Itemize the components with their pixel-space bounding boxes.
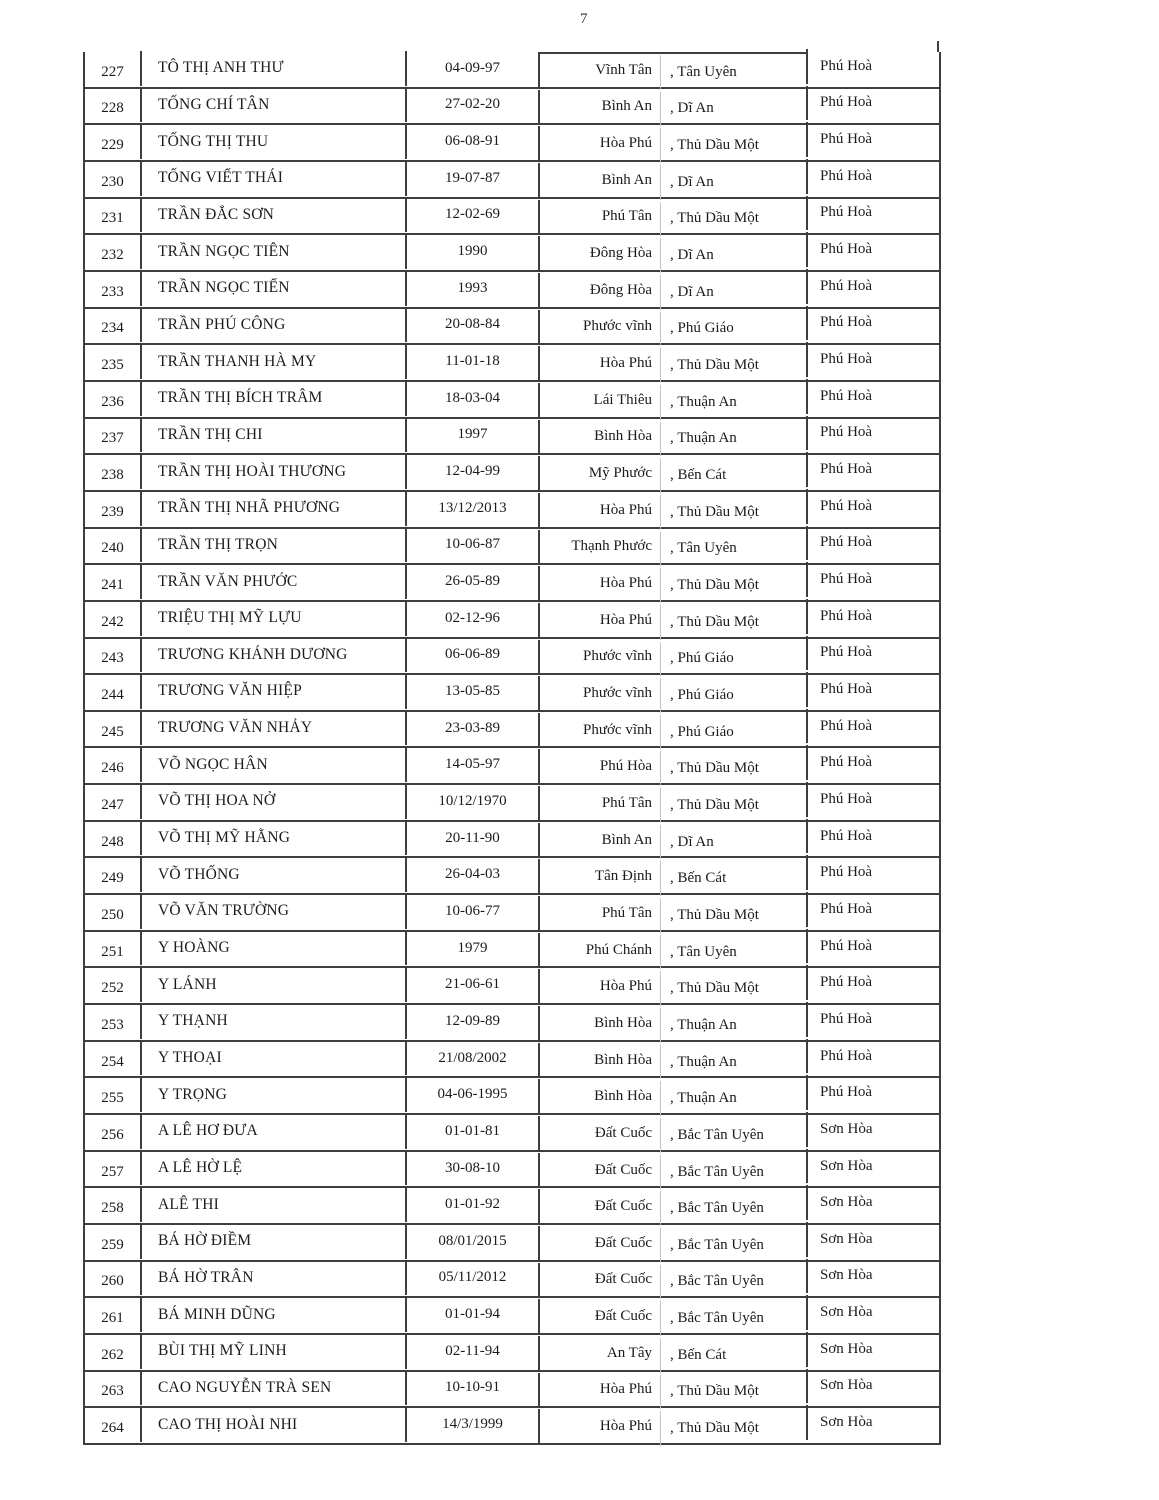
name-cell: TỐNG VIẾT THÁI — [140, 161, 405, 196]
row-number-cell: 258 — [101, 1200, 124, 1217]
table-row — [85, 563, 939, 600]
row-number-cell: 255 — [101, 1090, 124, 1107]
unit-cell: Phú Hoà — [806, 232, 939, 267]
ward-cell: Hòa Phú — [538, 346, 660, 381]
ward-cell: Hòa Phú — [538, 566, 660, 601]
name-cell: BÁ HỜ TRÂN — [140, 1261, 405, 1296]
unit-cell: Phú Hoà — [806, 562, 939, 597]
birthdate-cell: 01-01-81 — [405, 1114, 538, 1149]
row-number-cell: 229 — [101, 137, 124, 154]
unit-cell: Sơn Hòa — [806, 1295, 939, 1330]
name-cell: TỐNG THỊ THU — [140, 124, 405, 159]
district-cell: , Thuận An — [660, 422, 806, 457]
table-row — [85, 820, 939, 857]
table-row — [85, 417, 939, 454]
district-cell: , Bến Cát — [660, 861, 806, 896]
table-row — [85, 307, 939, 344]
row-number-cell: 260 — [101, 1273, 124, 1290]
row-number-cell: 248 — [101, 833, 124, 850]
table-row — [85, 1260, 939, 1297]
district-cell: , Thuận An — [660, 1081, 806, 1116]
birthdate-cell: 05/11/2012 — [405, 1261, 538, 1296]
row-number-cell: 243 — [101, 650, 124, 667]
birthdate-cell: 04-09-97 — [405, 51, 538, 86]
district-cell: , Bắc Tân Uyên — [660, 1155, 806, 1190]
row-number-cell: 236 — [101, 393, 124, 410]
district-cell: , Thủ Dầu Một — [660, 128, 806, 163]
unit-cell: Phú Hoà — [806, 819, 939, 854]
unit-cell: Phú Hoà — [806, 965, 939, 1000]
district-cell: , Tân Uyên — [660, 55, 806, 90]
row-number-cell: 247 — [101, 796, 124, 813]
table-row — [85, 52, 939, 87]
birthdate-cell: 10/12/1970 — [405, 784, 538, 819]
ward-cell: Vĩnh Tân — [538, 53, 660, 88]
row-number-cell: 249 — [101, 870, 124, 887]
name-cell: TRẦN THỊ TRỌN — [140, 528, 405, 563]
row-number-cell: 256 — [101, 1126, 124, 1143]
row-number-cell: 240 — [101, 540, 124, 557]
unit-cell: Sơn Hòa — [806, 1405, 939, 1440]
district-cell: , Bắc Tân Uyên — [660, 1191, 806, 1226]
district-cell: , Bắc Tân Uyên — [660, 1228, 806, 1263]
unit-cell: Phú Hoà — [806, 49, 939, 84]
name-cell: TRẦN THỊ HOÀI THƯƠNG — [140, 454, 405, 489]
birthdate-cell: 26-04-03 — [405, 857, 538, 892]
name-cell: TRẦN THỊ CHI — [140, 418, 405, 453]
ward-cell: Bình Hòa — [538, 1079, 660, 1114]
name-cell: A LÊ HỜ LỆ — [140, 1151, 405, 1186]
name-cell: BÁ HỜ ĐIỀM — [140, 1224, 405, 1259]
ward-cell: Phú Hòa — [538, 749, 660, 784]
unit-cell: Phú Hoà — [806, 196, 939, 231]
table-row — [85, 1076, 939, 1113]
district-cell: , Thuận An — [660, 385, 806, 420]
ward-cell: Đất Cuốc — [538, 1153, 660, 1188]
name-cell: TRẦN THỊ NHÃ PHƯƠNG — [140, 491, 405, 526]
ward-cell: Bình Hòa — [538, 1006, 660, 1041]
name-cell: CAO NGUYỄN TRÀ SEN — [140, 1371, 405, 1406]
name-cell: TRƯƠNG KHÁNH DƯƠNG — [140, 638, 405, 673]
ward-cell: Bình An — [538, 823, 660, 858]
birthdate-cell: 30-08-10 — [405, 1151, 538, 1186]
ward-cell: Đất Cuốc — [538, 1189, 660, 1224]
row-number-cell: 242 — [101, 613, 124, 630]
unit-cell: Phú Hoà — [806, 782, 939, 817]
table-row — [85, 966, 939, 1003]
district-cell: , Tân Uyên — [660, 532, 806, 567]
unit-cell: Phú Hoà — [806, 416, 939, 451]
ward-cell: Bình Hòa — [538, 420, 660, 455]
birthdate-cell: 23-03-89 — [405, 711, 538, 746]
name-cell: VÕ VĂN TRƯỜNG — [140, 894, 405, 929]
district-cell: , Phú Giáo — [660, 642, 806, 677]
table-row — [85, 710, 939, 747]
row-number-cell: 232 — [101, 247, 124, 264]
unit-cell: Phú Hoà — [806, 1075, 939, 1110]
name-cell: TỐNG CHÍ TÂN — [140, 88, 405, 123]
ward-cell: Đất Cuốc — [538, 1263, 660, 1298]
ward-cell: Đông Hòa — [538, 236, 660, 271]
ward-cell: Đất Cuốc — [538, 1299, 660, 1334]
birthdate-cell: 11-01-18 — [405, 344, 538, 379]
name-cell: Y TRỌNG — [140, 1077, 405, 1112]
birthdate-cell: 14/3/1999 — [405, 1407, 538, 1442]
unit-cell: Phú Hoà — [806, 306, 939, 341]
ward-cell: Phước vĩnh — [538, 676, 660, 711]
district-cell: , Thủ Dầu Một — [660, 971, 806, 1006]
row-number-cell: 259 — [101, 1236, 124, 1253]
name-cell: VÕ NGỌC HÂN — [140, 747, 405, 782]
birthdate-cell: 12-02-69 — [405, 198, 538, 233]
table-row — [85, 893, 939, 930]
district-cell: , Dĩ An — [660, 238, 806, 273]
table-row — [85, 270, 939, 307]
row-number-cell: 263 — [101, 1383, 124, 1400]
table-row — [85, 160, 939, 197]
name-cell: VÕ THỊ MỸ HẰNG — [140, 821, 405, 856]
ward-cell: Phước vĩnh — [538, 640, 660, 675]
unit-cell: Phú Hoà — [806, 1002, 939, 1037]
district-cell: , Dĩ An — [660, 165, 806, 200]
district-cell: , Bắc Tân Uyên — [660, 1265, 806, 1300]
unit-cell: Phú Hoà — [806, 599, 939, 634]
table-row — [85, 1333, 939, 1370]
table-row — [85, 87, 939, 124]
district-cell: , Thủ Dầu Một — [660, 495, 806, 530]
ward-cell: Phú Tân — [538, 786, 660, 821]
ward-cell: Hòa Phú — [538, 603, 660, 638]
ward-cell: Thạnh Phước — [538, 530, 660, 565]
ward-cell: Tân Định — [538, 859, 660, 894]
row-number-cell: 246 — [101, 760, 124, 777]
name-cell: Y HOÀNG — [140, 931, 405, 966]
unit-cell: Phú Hoà — [806, 159, 939, 194]
table-row — [85, 637, 939, 674]
name-cell: TRẦN THANH HÀ MY — [140, 344, 405, 379]
birthdate-cell: 08/01/2015 — [405, 1224, 538, 1259]
district-cell: , Dĩ An — [660, 825, 806, 860]
district-cell: , Thủ Dầu Một — [660, 898, 806, 933]
table-row — [85, 453, 939, 490]
unit-cell: Phú Hoà — [806, 709, 939, 744]
table-row — [85, 380, 939, 417]
district-cell: , Thủ Dầu Một — [660, 751, 806, 786]
ward-cell: Hòa Phú — [538, 1409, 660, 1444]
unit-cell: Phú Hoà — [806, 86, 939, 121]
row-number-cell: 254 — [101, 1053, 124, 1070]
table-row — [85, 1113, 939, 1150]
unit-cell: Phú Hoà — [806, 269, 939, 304]
row-number-cell: 230 — [101, 173, 124, 190]
district-cell: , Dĩ An — [660, 275, 806, 310]
name-cell: TRẦN PHÚ CÔNG — [140, 308, 405, 343]
name-cell: TRẦN NGỌC TIÊN — [140, 234, 405, 269]
birthdate-cell: 10-06-87 — [405, 528, 538, 563]
birthdate-cell: 01-01-94 — [405, 1297, 538, 1332]
unit-cell: Phú Hoà — [806, 929, 939, 964]
table-row — [85, 856, 939, 893]
name-cell: TRIỆU THỊ MỸ LỰU — [140, 601, 405, 636]
ward-cell: Bình Hòa — [538, 1043, 660, 1078]
name-cell: TRƯƠNG VĂN NHẢY — [140, 711, 405, 746]
birthdate-cell: 21/08/2002 — [405, 1041, 538, 1076]
name-cell: BÁ MINH DŨNG — [140, 1297, 405, 1332]
row-number-cell: 261 — [101, 1310, 124, 1327]
row-number-cell: 227 — [101, 63, 124, 80]
district-cell: , Phú Giáo — [660, 715, 806, 750]
ward-cell: Bình An — [538, 90, 660, 125]
district-cell: , Bắc Tân Uyên — [660, 1118, 806, 1153]
table-row — [85, 930, 939, 967]
ward-cell: Đất Cuốc — [538, 1226, 660, 1261]
row-number-cell: 237 — [101, 430, 124, 447]
district-cell: , Thủ Dầu Một — [660, 605, 806, 640]
birthdate-cell: 1997 — [405, 418, 538, 453]
district-cell: , Thủ Dầu Một — [660, 202, 806, 237]
birthdate-cell: 10-10-91 — [405, 1371, 538, 1406]
ward-cell: Phước vĩnh — [538, 713, 660, 748]
row-number-cell: 244 — [101, 686, 124, 703]
district-cell: , Phú Giáo — [660, 678, 806, 713]
table-row — [85, 490, 939, 527]
district-cell: , Bắc Tân Uyên — [660, 1301, 806, 1336]
unit-cell: Sơn Hòa — [806, 1369, 939, 1404]
table-row — [85, 673, 939, 710]
unit-cell: Phú Hoà — [806, 526, 939, 561]
unit-cell: Phú Hoà — [806, 122, 939, 157]
row-number-cell: 233 — [101, 283, 124, 300]
table-row — [85, 233, 939, 270]
birthdate-cell: 19-07-87 — [405, 161, 538, 196]
district-cell: , Thủ Dầu Một — [660, 1411, 806, 1446]
unit-cell: Phú Hoà — [806, 855, 939, 890]
ward-cell: Hòa Phú — [538, 126, 660, 161]
birthdate-cell: 10-06-77 — [405, 894, 538, 929]
district-cell: , Dĩ An — [660, 92, 806, 127]
page-number: 7 — [580, 11, 588, 27]
district-cell: , Thuận An — [660, 1008, 806, 1043]
birthdate-cell: 1990 — [405, 234, 538, 269]
table-row — [85, 1150, 939, 1187]
name-cell: CAO THỊ HOÀI NHI — [140, 1407, 405, 1442]
table-row — [85, 1003, 939, 1040]
birthdate-cell: 04-06-1995 — [405, 1077, 538, 1112]
district-cell: , Bến Cát — [660, 1338, 806, 1373]
unit-cell: Sơn Hòa — [806, 1112, 939, 1147]
row-number-cell: 235 — [101, 357, 124, 374]
unit-cell: Sơn Hòa — [806, 1222, 939, 1257]
birthdate-cell: 18-03-04 — [405, 381, 538, 416]
unit-cell: Phú Hoà — [806, 636, 939, 671]
ward-cell: Hòa Phú — [538, 969, 660, 1004]
row-number-cell: 253 — [101, 1016, 124, 1033]
name-cell: VÕ THỊ HOA NỞ — [140, 784, 405, 819]
table-row — [85, 1223, 939, 1260]
unit-cell: Sơn Hòa — [806, 1185, 939, 1220]
name-cell: TRẦN VĂN PHƯỚC — [140, 564, 405, 599]
name-cell: TÔ THỊ ANH THƯ — [140, 51, 405, 86]
table-row — [85, 1296, 939, 1333]
ward-cell: Hòa Phú — [538, 493, 660, 528]
ward-cell: Lái Thiêu — [538, 383, 660, 418]
table-row — [85, 746, 939, 783]
row-number-cell: 228 — [101, 100, 124, 117]
name-cell: Y THOẠI — [140, 1041, 405, 1076]
birthdate-cell: 21-06-61 — [405, 967, 538, 1002]
ward-cell: Phú Chánh — [538, 933, 660, 968]
unit-cell: Sơn Hòa — [806, 1259, 939, 1294]
row-number-cell: 257 — [101, 1163, 124, 1180]
ward-cell: Hòa Phú — [538, 1373, 660, 1408]
name-cell: BÙI THỊ MỸ LINH — [140, 1334, 405, 1369]
birthdate-cell: 26-05-89 — [405, 564, 538, 599]
district-cell: , Bến Cát — [660, 458, 806, 493]
unit-cell: Sơn Hòa — [806, 1149, 939, 1184]
unit-cell: Phú Hoà — [806, 452, 939, 487]
table-row — [85, 783, 939, 820]
table-row — [85, 1040, 939, 1077]
name-cell: TRẦN ĐẮC SƠN — [140, 198, 405, 233]
district-cell: , Thuận An — [660, 1045, 806, 1080]
birthdate-cell: 01-01-92 — [405, 1187, 538, 1222]
table-row — [85, 343, 939, 380]
district-cell: , Phú Giáo — [660, 312, 806, 347]
ward-cell: Bình An — [538, 163, 660, 198]
birthdate-cell: 06-06-89 — [405, 638, 538, 673]
name-cell: TRẦN NGỌC TIẾN — [140, 271, 405, 306]
birthdate-cell: 13-05-85 — [405, 674, 538, 709]
table-row — [85, 1370, 939, 1407]
unit-cell: Phú Hoà — [806, 342, 939, 377]
birthdate-cell: 12-09-89 — [405, 1004, 538, 1039]
ward-cell: Phước vĩnh — [538, 310, 660, 345]
unit-cell: Phú Hoà — [806, 379, 939, 414]
ward-cell: Phú Tân — [538, 896, 660, 931]
roster-table — [83, 52, 941, 1445]
row-number-cell: 245 — [101, 723, 124, 740]
unit-cell: Phú Hoà — [806, 745, 939, 780]
row-number-cell: 238 — [101, 467, 124, 484]
ward-cell: Đất Cuốc — [538, 1116, 660, 1151]
district-cell: , Thủ Dầu Một — [660, 788, 806, 823]
name-cell: VÕ THỐNG — [140, 857, 405, 892]
district-cell: , Tân Uyên — [660, 935, 806, 970]
birthdate-cell: 1979 — [405, 931, 538, 966]
row-number-cell: 234 — [101, 320, 124, 337]
unit-cell: Phú Hoà — [806, 489, 939, 524]
name-cell: TRƯƠNG VĂN HIỆP — [140, 674, 405, 709]
birthdate-cell: 1993 — [405, 271, 538, 306]
birthdate-cell: 06-08-91 — [405, 124, 538, 159]
row-number-cell: 241 — [101, 577, 124, 594]
table-row — [85, 197, 939, 234]
birthdate-cell: 14-05-97 — [405, 747, 538, 782]
name-cell: ALÊ THI — [140, 1187, 405, 1222]
row-number-cell: 239 — [101, 503, 124, 520]
table-row — [85, 600, 939, 637]
table-row — [85, 1406, 939, 1443]
row-number-cell: 264 — [101, 1420, 124, 1437]
name-cell: TRẦN THỊ BÍCH TRÂM — [140, 381, 405, 416]
name-cell: Y THẠNH — [140, 1004, 405, 1039]
birthdate-cell: 02-12-96 — [405, 601, 538, 636]
row-number-cell: 252 — [101, 980, 124, 997]
row-number-cell: 250 — [101, 906, 124, 923]
birthdate-cell: 12-04-99 — [405, 454, 538, 489]
ward-cell: Đông Hòa — [538, 273, 660, 308]
ward-cell: Phú Tân — [538, 200, 660, 235]
unit-cell: Sơn Hòa — [806, 1332, 939, 1367]
name-cell: Y LÁNH — [140, 967, 405, 1002]
birthdate-cell: 20-08-84 — [405, 308, 538, 343]
unit-cell: Phú Hoà — [806, 1039, 939, 1074]
table-row — [85, 527, 939, 564]
birthdate-cell: 20-11-90 — [405, 821, 538, 856]
ward-cell: Mỹ Phước — [538, 456, 660, 491]
district-cell: , Thủ Dầu Một — [660, 348, 806, 383]
row-number-cell: 262 — [101, 1346, 124, 1363]
district-cell: , Thủ Dầu Một — [660, 1375, 806, 1410]
table-row — [85, 123, 939, 160]
birthdate-cell: 13/12/2013 — [405, 491, 538, 526]
row-number-cell: 231 — [101, 210, 124, 227]
birthdate-cell: 02-11-94 — [405, 1334, 538, 1369]
row-number-cell: 251 — [101, 943, 124, 960]
name-cell: A LÊ HƠ ĐƯA — [140, 1114, 405, 1149]
birthdate-cell: 27-02-20 — [405, 88, 538, 123]
district-cell: , Thủ Dầu Một — [660, 568, 806, 603]
ward-cell: An Tây — [538, 1336, 660, 1371]
unit-cell: Phú Hoà — [806, 672, 939, 707]
unit-cell: Phú Hoà — [806, 892, 939, 927]
table-row — [85, 1186, 939, 1223]
